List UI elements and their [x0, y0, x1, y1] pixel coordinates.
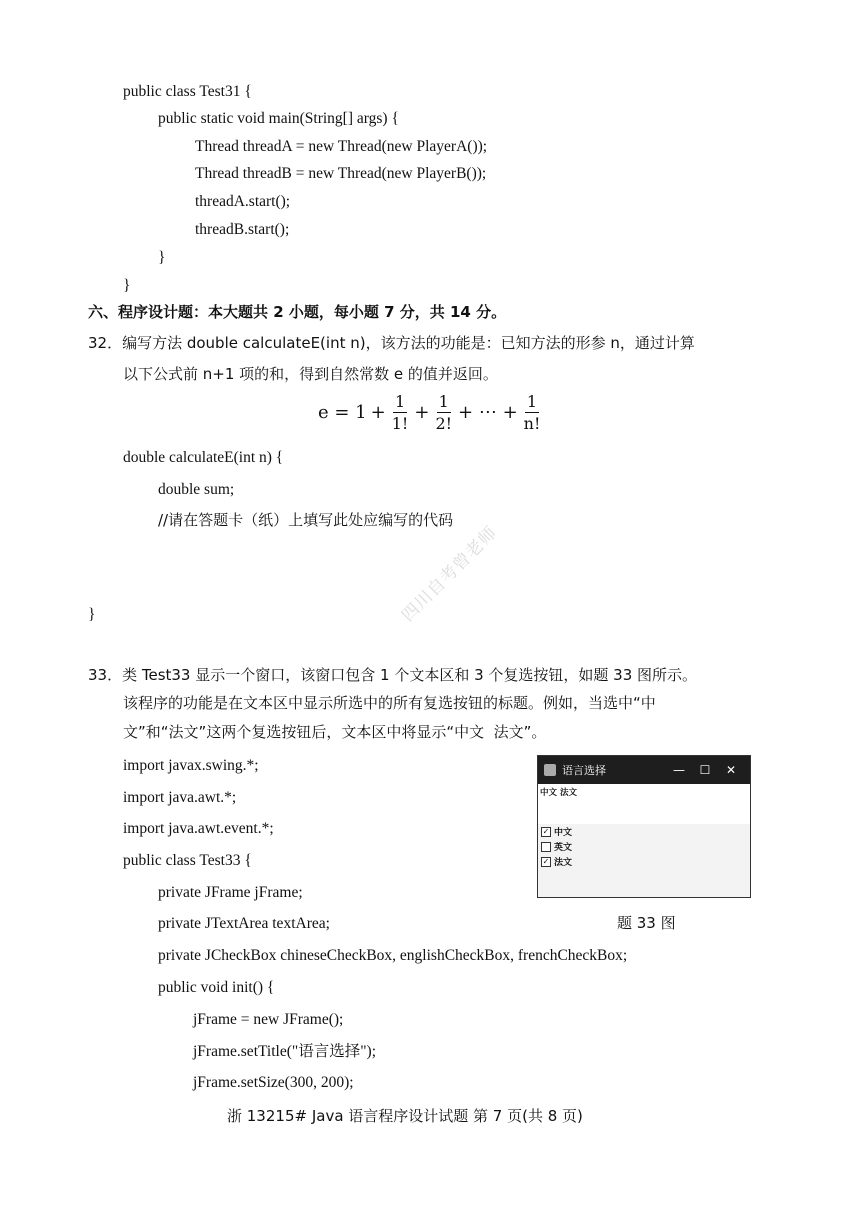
code-line: double sum;	[158, 481, 235, 498]
figure-caption: 题 33 图	[617, 914, 676, 932]
code-line: private JFrame jFrame;	[158, 884, 303, 901]
code-line: import javax.swing.*;	[123, 757, 259, 774]
fraction-denominator: 2!	[435, 413, 453, 433]
section-heading: 六、程序设计题：本大题共 2 小题，每小题 7 分，共 14 分。	[88, 303, 507, 321]
watermark: 四川自考曾老师	[398, 522, 502, 626]
formula-fraction	[524, 392, 541, 433]
question-32-text: 以下公式前 n+1 项的和，得到自然常数 e 的值并返回。	[123, 365, 498, 383]
code-line: double calculateE(int n) {	[123, 449, 284, 466]
checkbox-chinese	[538, 824, 750, 839]
formula-fraction	[392, 392, 409, 433]
checkbox-label: 英文	[554, 843, 573, 853]
figure-33-window	[537, 755, 751, 898]
checkbox-french	[538, 854, 750, 869]
fraction-numerator: 1	[438, 391, 449, 411]
code-line: }	[158, 249, 166, 266]
code-line: public void init() {	[158, 979, 275, 996]
code-line: import java.awt.event.*;	[123, 820, 274, 837]
code-line: private JTextArea textArea;	[158, 915, 330, 932]
formula-fraction	[435, 392, 452, 433]
checkbox-unchecked-icon	[541, 842, 551, 852]
code-line: jFrame.setSize(300, 200);	[193, 1074, 354, 1091]
code-line: }	[123, 277, 131, 294]
question-33-text: 33．类 Test33 显示一个窗口，该窗口包含 1 个文本区和 3 个复选按钮，如题 33 图所示。	[88, 666, 698, 684]
code-line: Thread threadA = new Thread(new PlayerA());	[195, 138, 488, 155]
checkbox-english	[538, 839, 750, 854]
formula-ellipsis: + ⋯ +	[458, 401, 518, 423]
text-area: 中文 法文	[538, 784, 750, 824]
close-icon: ✕	[725, 763, 737, 777]
code-line: Thread threadB = new Thread(new PlayerB());	[195, 165, 487, 182]
formula-lhs: e = 1	[318, 401, 367, 423]
code-line: public static void main(String[] args) {	[158, 110, 399, 127]
checkbox-label: 中文	[554, 828, 573, 838]
code-line: jFrame.setTitle("语言选择");	[193, 1043, 377, 1060]
code-line: private JCheckBox chineseCheckBox, englishCheckBox, frenchCheckBox;	[158, 947, 628, 964]
checkbox-checked-icon: ✓	[542, 826, 550, 836]
question-32-text: 32．编写方法 double calculateE(int n)，该方法的功能是：已知方法的形参 n，通过计算	[88, 334, 695, 352]
code-line: jFrame = new JFrame();	[193, 1011, 344, 1028]
code-line: threadA.start();	[195, 193, 291, 210]
checkbox-checked-icon: ✓	[542, 856, 550, 866]
fraction-denominator: n!	[523, 413, 541, 433]
question-33-text: 文”和“法文”这两个复选按钮后，文本区中将显示“中文 法文”。	[123, 723, 547, 741]
fraction-numerator: 1	[526, 391, 538, 411]
code-comment: //请在答题卡（纸）上填写此处应编写的代码	[158, 511, 454, 529]
java-app-icon	[544, 764, 556, 776]
code-line: public class Test33 {	[123, 852, 252, 869]
window-titlebar	[538, 756, 750, 784]
maximize-icon: ☐	[699, 763, 711, 777]
code-line: public class Test31 {	[123, 83, 252, 100]
checkbox-label: 法文	[554, 858, 573, 868]
formula-plus: +	[414, 401, 430, 423]
window-title: 语言选择	[562, 764, 606, 777]
formula-plus: +	[370, 401, 386, 423]
minimize-icon: —	[673, 763, 685, 777]
code-line: import java.awt.*;	[123, 789, 237, 806]
code-line: threadB.start();	[195, 221, 290, 238]
formula	[318, 388, 542, 436]
question-33-text: 该程序的功能是在文本区中显示所选中的所有复选按钮的标题。例如，当选中“中	[123, 694, 656, 712]
page-footer: 浙 13215# Java 语言程序设计试题 第 7 页(共 8 页)	[227, 1107, 583, 1125]
fraction-denominator: 1!	[391, 413, 409, 433]
code-line: }	[88, 606, 96, 623]
fraction-numerator: 1	[394, 391, 406, 411]
